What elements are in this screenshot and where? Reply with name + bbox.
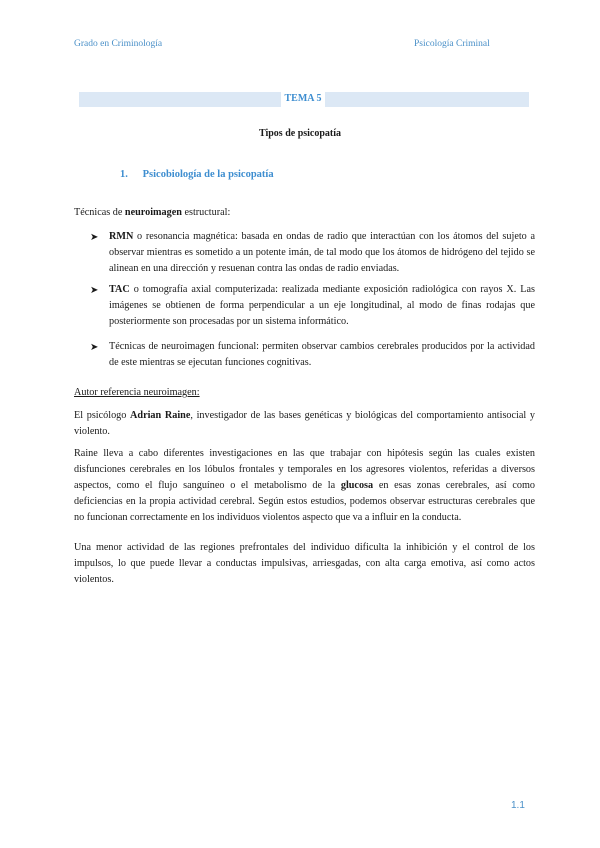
intro-bold: neuroimagen bbox=[124, 207, 182, 218]
paragraph-research bbox=[74, 446, 535, 526]
bullet-body: Técnicas de neuroimagen funcional: permiten observar cambios cerebrales producidos por la actividad de este mientras se ejecutan funciones cognitivas. bbox=[109, 341, 535, 368]
para1-pre: El psicólogo bbox=[74, 410, 131, 421]
section-heading bbox=[120, 169, 274, 180]
bullet-bold: RMN bbox=[109, 231, 134, 242]
bullet-arrow-icon: ➤ bbox=[90, 285, 99, 296]
intro-paragraph bbox=[74, 205, 535, 221]
bullet-item-tac bbox=[90, 282, 535, 330]
page-number: 1.1 bbox=[511, 800, 525, 811]
header-left: Grado en Criminología bbox=[74, 39, 163, 49]
bullet-arrow-icon: ➤ bbox=[90, 342, 99, 353]
bullet-bold: TAC bbox=[109, 284, 130, 295]
paragraph-raine bbox=[74, 408, 535, 440]
para2-bold: glucosa bbox=[340, 480, 374, 491]
intro-pre: Técnicas de bbox=[74, 207, 125, 218]
para1-bold: Adrian Raine bbox=[130, 410, 191, 421]
bullet-item-rmn bbox=[90, 229, 535, 277]
bullet-text bbox=[109, 229, 535, 277]
intro-post: estructural: bbox=[181, 207, 231, 218]
author-heading: Autor referencia neuroimagen: bbox=[74, 387, 200, 398]
bullet-body: o resonancia magnética: basada en ondas de radio que interactúan con los átomos del sujeto a observar mientras es sometido a un potente imán, de tal modo que los átomos de hidrógeno del tejido se alinean en una dirección y resuenan contra las ondas de radio enviadas. bbox=[109, 231, 535, 274]
tema-title: TEMA 5 bbox=[284, 93, 322, 104]
bullet-item-functional bbox=[90, 339, 535, 371]
para2-post: en esas zonas cerebrales, así como deficiencias en la propia actividad cerebral. Según estos estudios, podemos observar estructuras cerebrales que no funcionan correctamente en los individuos violentos aspecto que va a influir en la conducta. bbox=[74, 480, 535, 523]
para2-pre: Raine lleva a cabo diferentes investigaciones en las que trabajar con hipótesis según las cuales existen disfunciones cerebrales en los lóbulos frontales y temporales en los agresores violentos, referidas a diversos aspectos, como el flujo sanguíneo o el metabolismo de la bbox=[74, 448, 535, 491]
bullet-text bbox=[109, 282, 535, 330]
section-title: Psicobiología de la psicopatía bbox=[142, 169, 274, 180]
para1-post: , investigador de las bases genéticas y biológicas del comportamiento antisocial y violento. bbox=[74, 410, 535, 437]
tema-banner bbox=[79, 92, 529, 107]
tema-banner-left bbox=[79, 92, 281, 107]
tema-banner-right bbox=[325, 92, 529, 107]
header-right: Psicología Criminal bbox=[414, 39, 490, 49]
bullet-text bbox=[109, 339, 535, 371]
bullet-body: o tomografía axial computerizada: realizada mediante exposición radiológica con rayos X. Las imágenes se obtienen de forma perpendicular a un eje longitudinal, al modo de finas rodajas que posteriormente son procesadas por un sistema informático. bbox=[109, 284, 535, 327]
bullet-arrow-icon: ➤ bbox=[90, 232, 99, 243]
page-subtitle: Tipos de psicopatía bbox=[258, 128, 342, 139]
section-number: 1. bbox=[120, 169, 128, 180]
paragraph-prefrontal: Una menor actividad de las regiones prefrontales del individuo dificulta la inhibición y el control de los impulsos, lo que puede llevar a conductas impulsivas, arriesgadas, con alta carga emotiva, así como actos violentos. bbox=[74, 542, 535, 585]
